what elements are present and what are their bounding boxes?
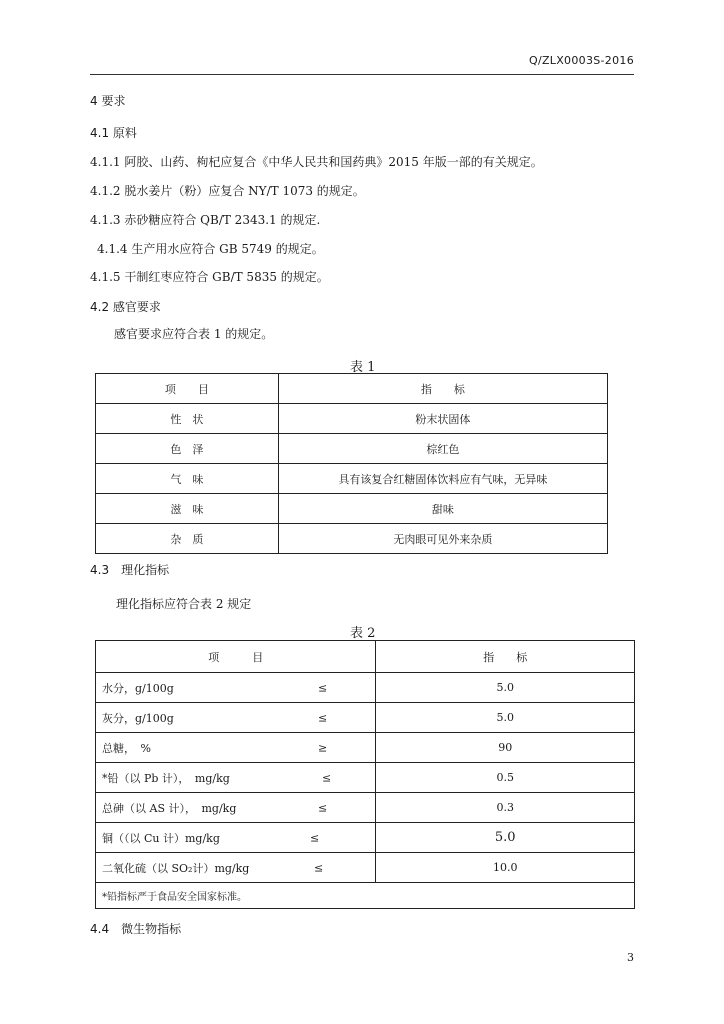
table1-value: 棕红色: [278, 434, 607, 464]
table2-item-cell: [96, 733, 376, 763]
page-number: 3: [627, 951, 634, 964]
table2-value: 0.3: [376, 793, 635, 823]
clause-4-1-1: 4.1.1 阿胶、山药、枸杞应复合《中华人民共和国药典》2015 年版一部的有关规定。: [90, 155, 543, 169]
table1-item: 气 味: [96, 464, 279, 494]
clause-4-1-4: 4.1.4 生产用水应符合 GB 5749 的规定。: [97, 242, 324, 256]
section-4-3-text: 理化指标应符合表 2 规定: [116, 597, 252, 611]
table-row: [96, 434, 608, 464]
clause-4-1-3: 4.1.3 赤砂糖应符合 QB/T 2343.1 的规定.: [90, 213, 321, 227]
table1-value: 甜味: [278, 494, 607, 524]
table2-header-row: [96, 641, 635, 673]
section-4-heading: 4 要求: [90, 94, 126, 108]
table2-caption: 表 2: [350, 626, 376, 641]
table1-value: 无肉眼可见外来杂质: [278, 524, 607, 554]
table-row: [96, 733, 635, 763]
table2-item: 铜（（以 Cu 计）mg/kg: [102, 831, 220, 845]
table-row: [96, 524, 608, 554]
table1-caption: 表 1: [350, 360, 376, 375]
table2-item-cell: [96, 763, 376, 793]
header-rule: [90, 74, 634, 75]
table-row: [96, 404, 608, 434]
table2-item: 总糖， %: [102, 741, 151, 755]
table2: [95, 640, 635, 909]
table2-value: 10.0: [376, 853, 635, 883]
table2-operator: ≤: [314, 861, 324, 874]
table1-header-index: 指 标: [278, 374, 607, 404]
clause-4-1-5: 4.1.5 干制红枣应符合 GB/T 5835 的规定。: [90, 270, 329, 284]
section-4-1-heading: 4.1 原料: [90, 126, 137, 140]
table-row: [96, 823, 635, 853]
table2-item: 总砷（以 AS 计）， mg/kg: [102, 801, 237, 815]
table2-value: 0.5: [376, 763, 635, 793]
table2-operator: ≤: [318, 711, 328, 724]
table1-header-item: 项 目: [96, 374, 279, 404]
table1-item: 色 泽: [96, 434, 279, 464]
table-row: [96, 673, 635, 703]
table2-item-cell: [96, 703, 376, 733]
table1-item: 滋 味: [96, 494, 279, 524]
table2-value: 5.0: [376, 823, 635, 853]
table-row: [96, 763, 635, 793]
table1-header-row: [96, 374, 608, 404]
section-4-3-heading: 4.3 理化指标: [90, 563, 170, 577]
table1-value: 粉末状固体: [278, 404, 607, 434]
table2-item-cell: [96, 853, 376, 883]
table1-value: 具有该复合红糖固体饮料应有气味，无异味: [278, 464, 607, 494]
section-4-4-heading: 4.4 微生物指标: [90, 922, 182, 936]
table2-header-index: 指 标: [376, 641, 635, 673]
table2-operator: ≤: [318, 681, 328, 694]
table2-item: *铅（以 Pb 计）， mg/kg: [102, 771, 230, 785]
section-4-2-text: 感官要求应符合表 1 的规定。: [114, 327, 274, 341]
table2-value: 5.0: [376, 703, 635, 733]
table-row: [96, 494, 608, 524]
table2-operator: ≥: [318, 741, 328, 754]
table2-footnote: *铅指标严于食品安全国家标准。: [96, 883, 635, 909]
table2-operator: ≤: [322, 771, 332, 784]
table2-item: 二氧化硫（以 SO₂计）mg/kg: [102, 861, 250, 875]
table2-value: 5.0: [376, 673, 635, 703]
table-row: [96, 853, 635, 883]
table2-item: 灰分，g/100g: [102, 711, 174, 725]
clause-4-1-2: 4.1.2 脱水姜片（粉）应复合 NY/T 1073 的规定。: [90, 184, 365, 198]
table2-footnote-row: [96, 883, 635, 909]
table-row: [96, 703, 635, 733]
table2-item-cell: [96, 823, 376, 853]
table1-item: 性 状: [96, 404, 279, 434]
table1: [95, 373, 608, 554]
table1-item: 杂 质: [96, 524, 279, 554]
table2-item-cell: [96, 793, 376, 823]
table2-value: 90: [376, 733, 635, 763]
table2-item: 水分，g/100g: [102, 681, 174, 695]
table-row: [96, 464, 608, 494]
table-row: [96, 793, 635, 823]
table2-item-cell: [96, 673, 376, 703]
table2-header-item: 项 目: [96, 641, 376, 673]
section-4-2-heading: 4.2 感官要求: [90, 300, 161, 314]
doc-code: Q/ZLX0003S-2016: [528, 54, 634, 67]
table2-operator: ≤: [318, 801, 328, 814]
table2-operator: ≤: [310, 831, 320, 844]
